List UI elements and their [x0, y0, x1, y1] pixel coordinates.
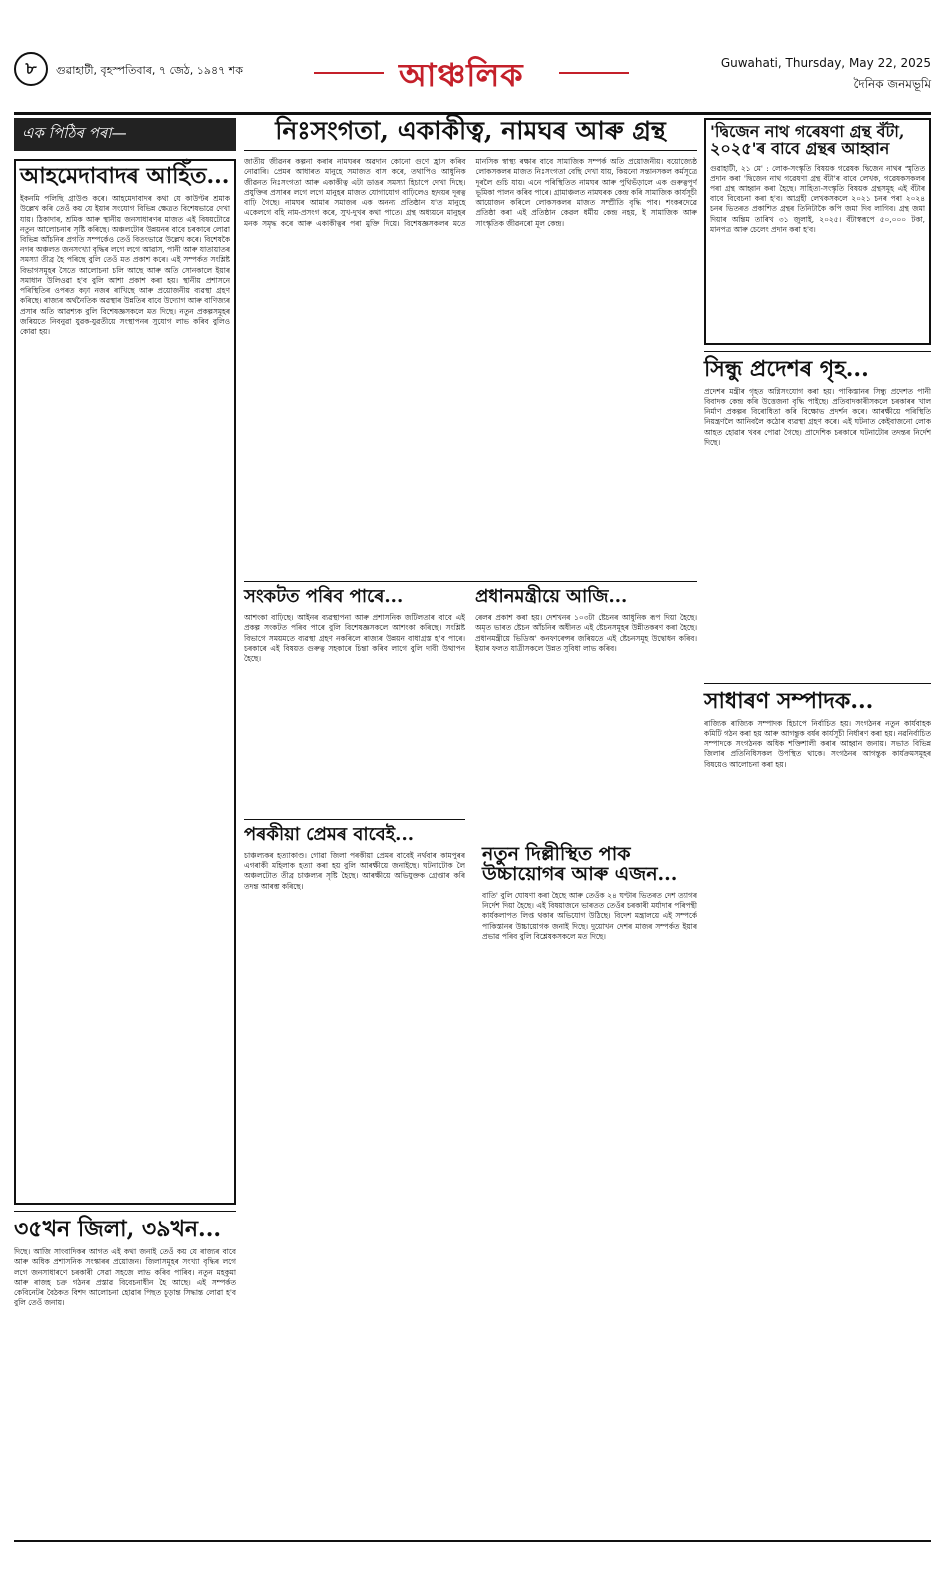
article-pak-commission: [482, 845, 697, 1491]
article-body: ৰাজ্যিক ৰাজ্যিক সম্পাদক হিচাপে নিৰ্বাচিত হয়। সংগঠনৰ নতুন কাৰ্যবাহক কমিটি গঠন কৰা হয় আৰু আগন্তুক বৰ্ষৰ কাৰ্যসূচী নিৰ্ধাৰণ কৰা হয়। নৱনিৰ্বাচিত সম্পাদকে সংগঠনক অধিক শক্তিশালী কৰাৰ আহ্বান জনায়। সভাত বিভিন্ন জিলাৰ প্ৰতিনিধিসকল উপস্থিত থাকে। সংগঠনৰ আগন্তুক কাৰ্যক্ৰমসমূহৰ বিষয়েও আলোচনা কৰা হয়।: [704, 718, 931, 769]
article-body: চাঞ্চল্যকৰ হত্যাকাণ্ড। গোৱা জিলা পৰকীয়া প্ৰেমৰ বাবেই নৰ্থবাৰ কামপুৰৰ এগৰাকী মহিলাক হত্যা কৰা হয় বুলি আৰক্ষীয়ে জনাইছে। ঘটনাটোক লৈ অঞ্চলটোত তীব্ৰ চাঞ্চল্যৰ সৃষ্টি হৈছে। আৰক্ষীয়ে অভিযুক্তক গ্ৰেপ্তাৰ কৰি তদন্ত আৰম্ভ কৰিছে।: [244, 851, 465, 891]
article-headline: ৩৫খন জিলা, ৩৯খন...: [14, 1216, 222, 1243]
right-column: [704, 118, 931, 1469]
article-headline: নতুন দিল্লীস্থিত পাক উচ্চায়োগৰ আৰু এজন...: [482, 843, 678, 885]
date-local: গুৱাহাটী, বৃহস্পতিবাৰ, ৭ জেঠ, ১৯৪৭ শক: [56, 64, 243, 77]
divider: [244, 819, 465, 820]
masthead: [14, 52, 931, 112]
article-body: ইকনমি পলিছি গ্ৰাউণ্ড কৰে। আহমেদাবাদৰ কথা যে কাউণ্টৰ শ্ৰমাক উল্লেখ কৰি তেওঁ কয় যে ইয়াৰ সংযোগ বিভিন্ন ক্ষেত্ৰত বিশেষভাৱে দেখা যায়। ঠিকাদাৰ, শ্ৰমিক আৰু স্থানীয় জনসাধাৰণৰ মাজত এই বিষয়টোৱে নতুন আলোচনাৰ সৃষ্টি কৰিছে। অঞ্চলটোৰ উন্নয়নৰ বাবে চৰকাৰে লোৱা বিভিন্ন আঁচনিৰ প্ৰগতি সম্পৰ্কেও তেওঁ বিতংভাৱে উল্লেখ কৰে। বিশেষকৈ নগৰ অঞ্চলত জনসংখ্যা বৃদ্ধিৰ লগে লগে আৱাস, পানী আৰু যাতায়াতৰ সমস্যা তীব্ৰ হৈ পৰিছে বুলি তেওঁ মত প্ৰকাশ কৰে। এই সম্পৰ্কত সংশ্লিষ্ট বিভাগসমূহৰ সৈতে আলোচনা চলি আছে আৰু অতি সোনকালে ইয়াৰ সমাধান উলিওৱা হ'ব বুলি আশা প্ৰকাশ কৰা হয়। স্থানীয় প্ৰশাসনে পৰিস্থিতিৰ ওপৰত কঢ়া নজৰ ৰাখিছে আৰু প্ৰয়োজনীয় ব্যৱস্থা গ্ৰহণ কৰিছে। ৰাজ্যৰ অৰ্থনৈতিক অৱস্থাৰ উন্নতিৰ বাবে উদ্যোগ আৰু বাণিজ্যৰ প্ৰসাৰ অতি আৱশ্যক বুলি বিশেষজ্ঞসকলে মত দিছে। নতুন প্ৰকল্পসমূহৰ জৰিয়তে নিবনুৱা যুৱক-যুৱতীয়ে সংস্থাপনৰ সুযোগ লাভ কৰিব বুলিও কোৱা হয়।: [20, 194, 230, 336]
divider: [244, 581, 697, 582]
page-number: ৮: [14, 52, 48, 86]
article-loneliness: [244, 118, 697, 575]
brand-title: আঞ্চলিক: [399, 56, 524, 94]
article-body: আশংকা বাঢ়িছে। আইনৰ ব্যৱস্থাপনা আৰু প্ৰশাসনিক জটিলতাৰ বাবে এই প্ৰকল্প সংকটত পৰিব পাৰে বুলি বিশেষজ্ঞসকলে আশংকা কৰিছে। সংশ্লিষ্ট বিভাগে সময়মতে ব্যৱস্থা গ্ৰহণ নকৰিলে ৰাজ্যৰ উন্নয়ন বাধাগ্ৰস্ত হ'ব পাৰে। চৰকাৰে এই বিষয়ত গুৰুত্ব সহকাৰে চিন্তা কৰিব লাগে বুলি দাবী উত্থাপন হৈছে।: [244, 613, 465, 664]
article-headline: পৰকীয়া প্ৰেমৰ বাবেই...: [244, 824, 414, 846]
article-award: [704, 118, 931, 345]
article-body: দিছে। আজি সাংবাদিকৰ আগত এই কথা জনাই তেওঁ কয় যে ৰাজ্যৰ বাবে আৰু অধিক প্ৰশাসনিক সংস্কাৰৰ প্ৰয়োজন। জিলাসমূহৰ সংখ্যা বৃদ্ধিৰ লগে লগে জনসাধাৰণে চৰকাৰী সেৱা সহজে লাভ কৰিব পাৰিব। নতুন মহকুমা আৰু ৰাজহ চক্ৰ গঠনৰ প্ৰস্তাৱ বিবেচনাধীন হৈ আছে। এই সম্পৰ্কত কেবিনেটৰ বৈঠকত বিশদ আলোচনা হোৱাৰ পিছত চূড়ান্ত সিদ্ধান্ত লোৱা হ'ব বুলি তেওঁ জনায়।: [14, 1247, 236, 1308]
continued-kicker: এক পিঠিৰ পৰা—: [14, 118, 236, 151]
article-headline: সংকটত পৰিব পাৰে...: [244, 586, 404, 608]
brand-decoration-right: [559, 72, 629, 74]
article-body: প্ৰদেশৰ মন্ত্ৰীৰ গৃহত অগ্নিসংযোগ কৰা হয়। পাকিস্তানৰ সিন্ধু প্ৰদেশত পানী বিবাদক কেন্দ্ৰ কৰি উত্তেজনা বৃদ্ধি পাইছে। প্ৰতিবাদকাৰীসকলে চৰকাৰৰ খাল নিৰ্মাণ প্ৰকল্পৰ বিৰোধিতা কৰি বিক্ষোভ প্ৰদৰ্শন কৰে। আৰক্ষীয়ে পৰিস্থিতি নিয়ন্ত্ৰণলৈ আনিবলৈ কঠোৰ ব্যৱস্থা গ্ৰহণ কৰে। এই ঘটনাত কেইবাজনো লোক আহত হোৱাৰ খবৰ পোৱা গৈছে। প্ৰাদেশিক চৰকাৰে ঘটনাটোৰ তদন্তৰ নিৰ্দেশ দিছে।: [704, 386, 931, 447]
bottom-rule: [14, 1540, 931, 1542]
article-headline: 'দ্বিজেন নাথ গৰেষণা গ্ৰন্থ বঁটা, ২০২৫'ৰ বাবে গ্ৰন্থৰ আহ্বান: [710, 122, 905, 158]
article-body: ৰেলৰ প্ৰকাশ কৰা হয়। দেশখনৰ ১০৩টা ষ্টেচনৰ আধুনিক ৰূপ দিয়া হৈছে। অমৃত ভাৰত ষ্টেচন আঁচনিৰ অধীনত এই ষ্টেচনসমূহৰ উন্নীতকৰণ কৰা হৈছে। প্ৰধানমন্ত্ৰীয়ে ভিডিঅ' কনফাৰেন্সৰ জৰিয়তে এই ষ্টেচনসমূহ উদ্বোধন কৰিব। ইয়াৰ ফলত যাত্ৰীসকলে উন্নত সুবিধা লাভ কৰিব।: [475, 613, 697, 653]
brand-decoration-left: [314, 72, 384, 74]
article-body: বাতি' বুলি ঘোষণা কৰা হৈছে আৰু তেওঁক ২৪ ঘণ্টাৰ ভিতৰত দেশ ত্যাগৰ নিৰ্দেশ দিয়া হৈছে। এই বিষয়াজনে ভাৰতত তেওঁৰ চৰকাৰী মৰ্যাদাৰ পৰিপন্থী কাৰ্যকলাপত লিপ্ত থকাৰ অভিযোগ উঠিছে। বিদেশ মন্ত্ৰালয়ে এই সম্পৰ্কে পাকিস্তানৰ উচ্চায়োগক জনাই দিছে। দুয়োখন দেশৰ মাজৰ সম্পৰ্কত ইয়াৰ প্ৰভাৱ পৰিব বুলি বিশ্লেষকসকলে মত দিছে।: [482, 890, 697, 941]
article-body: গুৱাহাটী, ২১ মে' : লোক-সংস্কৃতি বিষয়ক গৱেষক দ্বিজেন নাথৰ স্মৃতিত প্ৰদান কৰা 'দ্বিজেন নাথ গৱেষণা গ্ৰন্থ বঁটা'ৰ বাবে লেখক, গৱেষকসকলৰ পৰা গ্ৰন্থ আহ্বান কৰা হৈছে। সাহিত্য-সংস্কৃতি বিষয়ক গ্ৰন্থসমূহ এই বঁটাৰ বাবে বিবেচনা কৰা হ'ব। আগ্ৰহী লেখকসকলে ২০২১ চনৰ পৰা ২০২৪ চনৰ ভিতৰত প্ৰকাশিত গ্ৰন্থৰ তিনিটাকৈ কপি জমা দিব লাগিব। গ্ৰন্থ জমা দিয়াৰ অন্তিম তাৰিখ ৩১ জুলাই, ২০২৫। বঁটাস্বৰূপে ৫০,০০০ টকা, মানপত্ৰ আৰু চেলেং প্ৰদান কৰা হ'ব।: [710, 163, 925, 234]
article-body: জাতীয় জীৱনৰ কল্পনা কৰাৰ নামঘৰৰ অৱদান কোনো গুণে হ্ৰাস কৰিব নোৱাৰি। প্ৰেমৰ আধাৰত মানুহে সমাজত বাস কৰে, তথাপিও আধুনিক জীৱনত নিঃসংগতা আৰু একাকীত্ব এটা ডাঙৰ সমস্যা হিচাপে দেখা দিছে। প্ৰযুক্তিৰ প্ৰসাৰৰ লগে লগে মানুহৰ মাজত যোগাযোগ বাঢ়িলেও হৃদয়ৰ দূৰত্ব বাঢ়ি গৈছে। নামঘৰ আমাৰ সমাজৰ এক অনন্য প্ৰতিষ্ঠান য'ত মানুহে একেলগে বহি নাম-প্ৰসংগ কৰে, সুখ-দুখৰ কথা পাতে। গ্ৰন্থ অধ্যয়নে মানুহৰ মনক সমৃদ্ধ কৰে আৰু একাকীত্বৰ পৰা মুক্তি দিয়ে। বিশেষজ্ঞসকলৰ মতে মানসিক স্বাস্থ্য ৰক্ষাৰ বাবে সামাজিক সম্পৰ্ক অতি প্ৰয়োজনীয়। বয়োজ্যেষ্ঠ লোকসকলৰ মাজত নিঃসংগতা বেছি দেখা যায়, কিয়নো সন্তানসকল কৰ্মসূত্ৰে দূৰলৈ গুচি যায়। এনে পৰিস্থিতিত নামঘৰ আৰু পুথিভঁড়ালে এক গুৰুত্বপূৰ্ণ ভূমিকা পালন কৰিব পাৰে। গ্ৰামাঞ্চলত নামঘৰক কেন্দ্ৰ কৰি সামাজিক কাৰ্যসূচী আয়োজন কৰিলে লোকসকলৰ মাজত সম্প্ৰীতি বৃদ্ধি পাব। শংকৰদেৱে প্ৰতিষ্ঠা কৰা এই প্ৰতিষ্ঠান কেৱল ধৰ্মীয় কেন্দ্ৰ নহয়, ই সামাজিক আৰু সাংস্কৃতিক জীৱনৰো মূল কেন্দ্ৰ।: [244, 157, 697, 228]
divider: [704, 683, 931, 684]
date-english: Guwahati, Thursday, May 22, 2025: [720, 56, 931, 70]
divider: [704, 351, 931, 352]
divider: [14, 1211, 236, 1212]
article-sindh: [704, 355, 931, 677]
paper-name: দৈনিক জনমভূমি: [853, 77, 931, 91]
article-headline: সাধাৰণ সম্পাদক...: [704, 687, 874, 714]
article-headline: প্ৰধানমন্ত্ৰীয়ে আজি...: [475, 586, 628, 608]
lead-headline: নিঃসংগতা, একাকীত্ব, নামঘৰ আৰু গ্ৰন্থ: [244, 118, 697, 151]
left-column: [14, 118, 236, 1507]
article-ahmedabad: [14, 159, 236, 1205]
top-rule: [14, 112, 931, 115]
mid-lower-left: [244, 588, 465, 1301]
article-secretary: [704, 687, 931, 1469]
article-headline: আহমেদাবাদৰ আহিঁত...: [20, 163, 230, 189]
article-districts: [14, 1218, 236, 1507]
article-headline: সিন্ধু প্ৰদেশৰ গৃহ...: [704, 355, 869, 382]
